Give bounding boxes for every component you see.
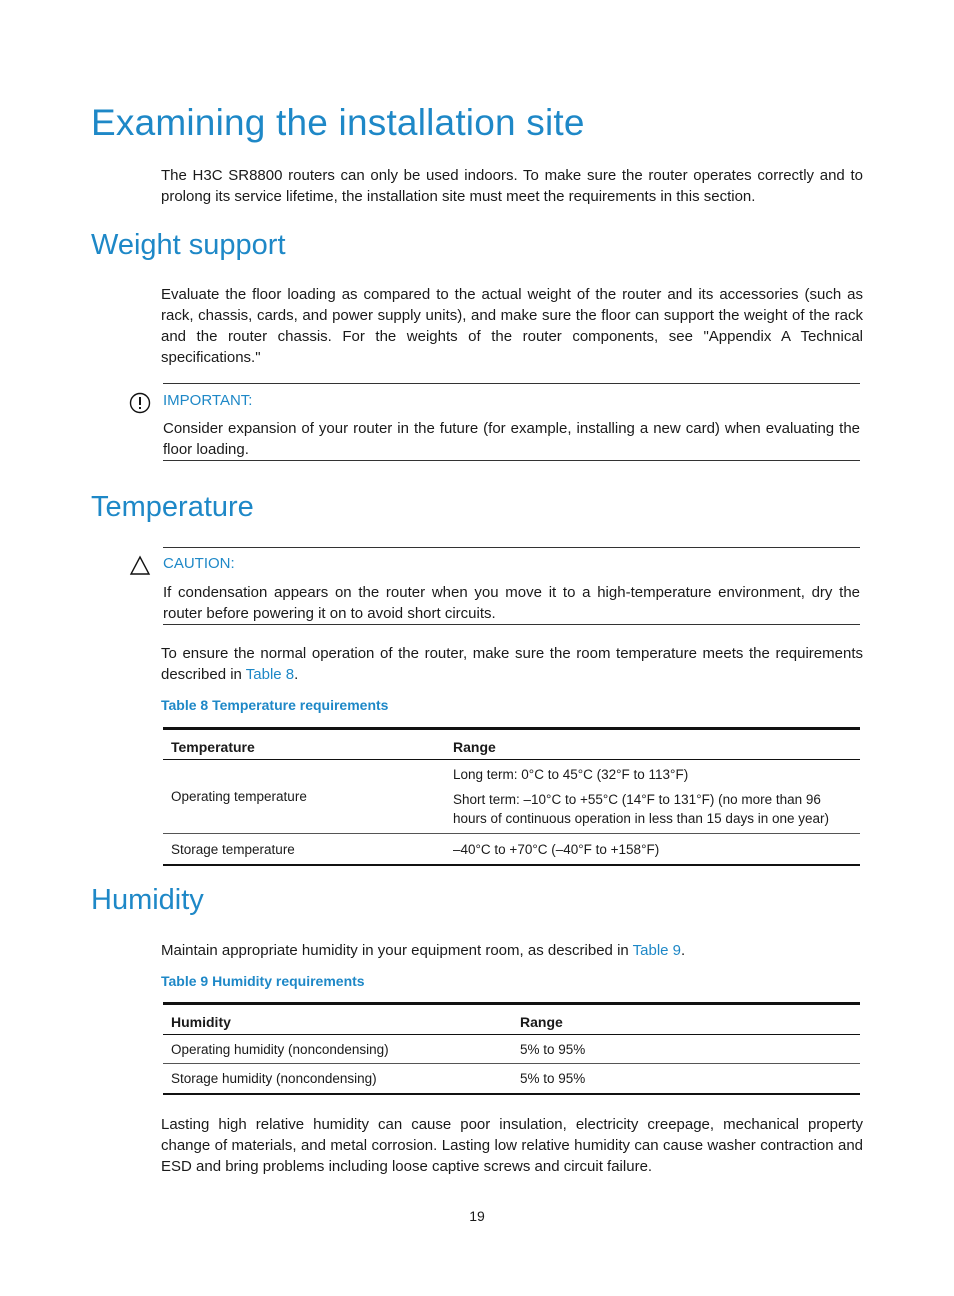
weight-support-heading: Weight support xyxy=(91,229,286,261)
notice-top-rule xyxy=(163,547,860,548)
page-number: 19 xyxy=(469,1208,485,1224)
table-cell: 5% to 95% xyxy=(520,1071,586,1086)
notice-top-rule xyxy=(163,383,860,384)
table-header-row xyxy=(163,729,860,760)
table-cell: 5% to 95% xyxy=(512,1035,860,1064)
page-title: Examining the installation site xyxy=(91,102,585,143)
table-8-caption: Table 8 Temperature requirements xyxy=(161,697,389,713)
important-label: IMPORTANT: xyxy=(163,392,253,409)
caution-text: If condensation appears on the router when you move it to a high-temperature environment, dry the router before powering it on to avoid short circuits. xyxy=(163,584,860,622)
table-cell: –40°C to +70°C (–40°F to +158°F) xyxy=(453,841,660,857)
temperature-text: To ensure the normal operation of the router, make sure the room temperature meets the requirements described in xyxy=(161,645,863,683)
humidity-heading: Humidity xyxy=(91,884,204,916)
humidity-table xyxy=(163,1002,860,1095)
notice-bottom-rule xyxy=(163,460,860,461)
important-icon xyxy=(129,392,151,414)
column-header: Range xyxy=(512,1004,860,1035)
important-notice xyxy=(129,383,860,461)
table-row xyxy=(163,834,860,866)
temperature-table xyxy=(163,727,860,866)
range-short-term: Short term: –10°C to +55°C (14°F to 131°F) (no more than 96 hours of continuous operation in less than 15 days in one year) xyxy=(453,792,829,826)
temperature-heading: Temperature xyxy=(91,491,254,523)
column-header: Humidity xyxy=(163,1004,512,1035)
table-cell xyxy=(445,760,860,834)
table-cell: Storage temperature xyxy=(171,841,295,857)
table-row xyxy=(163,760,860,834)
caution-label: CAUTION: xyxy=(163,555,235,572)
humidity-paragraph xyxy=(161,940,863,961)
humidity-text-end: . xyxy=(681,942,686,959)
temperature-text-end: . xyxy=(294,666,299,683)
table-cell: Storage humidity (noncondensing) xyxy=(171,1071,377,1086)
humidity-closing-paragraph: Lasting high relative humidity can cause poor insulation, electricity creepage, mechanical property change of materials, and metal corrosion. Lasting low relative humidity can cause washer contraction and ESD and bring problems including loose captive screws and circuit failure. xyxy=(161,1116,863,1175)
table-cell: Operating temperature xyxy=(163,760,445,834)
table-9-link[interactable]: Table 9 xyxy=(632,942,682,959)
table-row xyxy=(163,1064,860,1095)
table-cell: Operating humidity (noncondensing) xyxy=(163,1035,512,1064)
weight-support-paragraph: Evaluate the floor loading as compared to the actual weight of the router and its accessories (such as rack, chassis, cards, and power supply units), and make sure the floor can support the weight of the rack and the router chassis. For the weights of the router components, see "Appendix A Technical specifications." xyxy=(161,286,863,366)
column-header: Range xyxy=(445,729,860,760)
intro-paragraph: The H3C SR8800 routers can only be used indoors. To make sure the router operates correctly and to prolong its service lifetime, the installation site must meet the requirements in this section. xyxy=(161,167,863,205)
table-8-link[interactable]: Table 8 xyxy=(245,666,295,683)
column-header: Temperature xyxy=(163,729,445,760)
caution-icon xyxy=(129,555,151,577)
table-row xyxy=(163,1035,860,1064)
table-9-caption: Table 9 Humidity requirements xyxy=(161,973,365,989)
caution-notice xyxy=(129,547,860,625)
table-header-row xyxy=(163,1004,860,1035)
temperature-paragraph xyxy=(161,643,863,685)
notice-bottom-rule xyxy=(163,624,860,625)
humidity-text: Maintain appropriate humidity in your equipment room, as described in xyxy=(161,942,633,959)
important-text: Consider expansion of your router in the future (for example, installing a new card) when evaluating the floor loading. xyxy=(163,420,860,458)
range-long-term: Long term: 0°C to 45°C (32°F to 113°F) xyxy=(453,767,689,782)
